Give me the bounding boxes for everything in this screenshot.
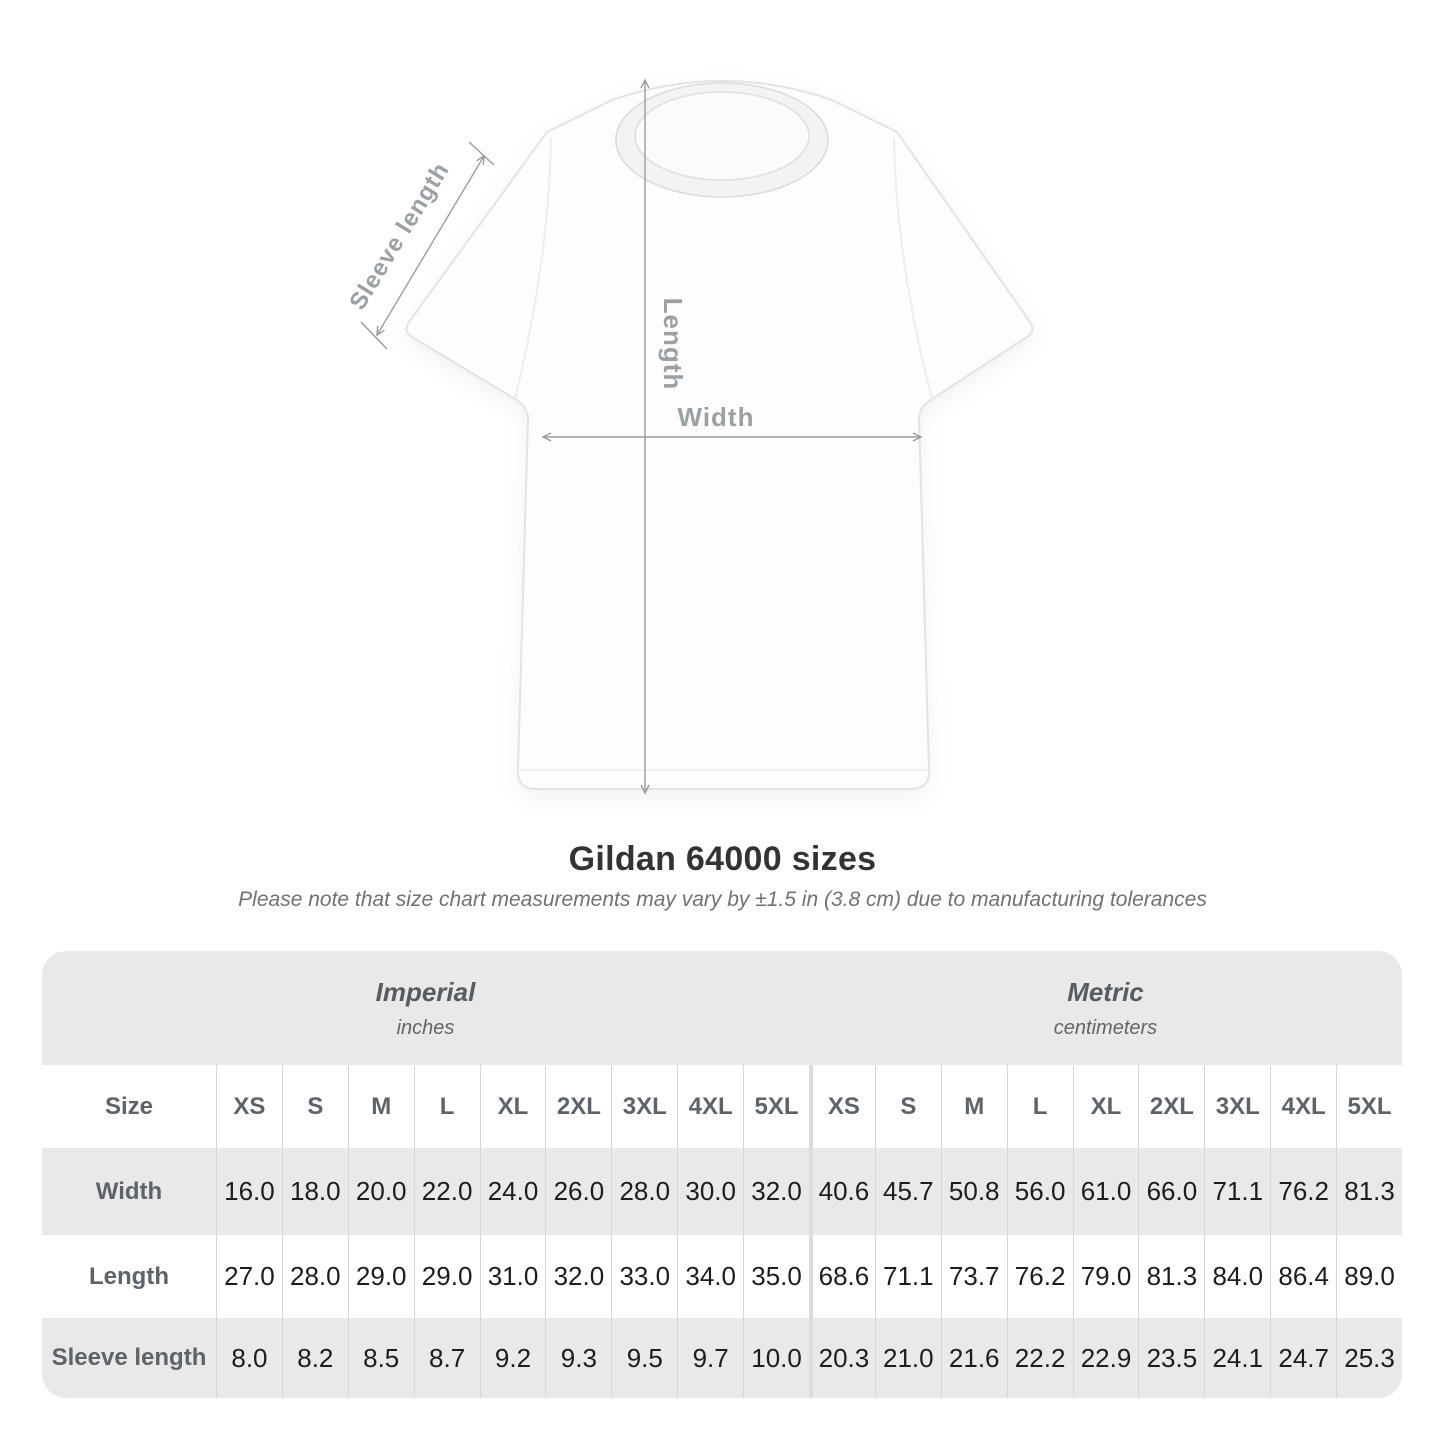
value-cell: 31.0 <box>480 1235 546 1318</box>
row-label: Length <box>42 1235 216 1318</box>
value-cell: 20.3 <box>809 1318 875 1398</box>
value-cell: 22.2 <box>1007 1318 1073 1398</box>
size-col-header: XL <box>1073 1065 1139 1148</box>
value-cell: 8.7 <box>414 1318 480 1398</box>
imperial-group-header <box>42 951 809 1065</box>
row-label: Width <box>42 1148 216 1235</box>
tshirt-image <box>407 81 1033 789</box>
size-col-header: L <box>1007 1065 1073 1148</box>
value-cell: 81.3 <box>1138 1235 1204 1318</box>
value-cell: 56.0 <box>1007 1148 1073 1235</box>
value-cell: 71.1 <box>1204 1148 1270 1235</box>
tolerance-note: Please note that size chart measurements may vary by ±1.5 in (3.8 cm) due to manufacturing tolerances <box>238 888 1207 911</box>
value-cell: 32.0 <box>743 1148 809 1235</box>
size-col-header: 5XL <box>743 1065 809 1148</box>
value-cell: 25.3 <box>1336 1318 1402 1398</box>
value-cell: 23.5 <box>1138 1318 1204 1398</box>
value-cell: 66.0 <box>1138 1148 1204 1235</box>
sleeve-arrow-start-cap <box>469 142 494 165</box>
value-cell: 10.0 <box>743 1318 809 1398</box>
value-cell: 24.1 <box>1204 1318 1270 1398</box>
value-cell: 29.0 <box>414 1235 480 1318</box>
value-cell: 8.0 <box>216 1318 282 1398</box>
size-col-header: 4XL <box>677 1065 743 1148</box>
value-cell: 20.0 <box>348 1148 414 1235</box>
value-cell: 32.0 <box>545 1235 611 1318</box>
value-cell: 21.0 <box>875 1318 941 1398</box>
size-col-header: S <box>282 1065 348 1148</box>
metric-unit-label: centimeters <box>1053 1016 1158 1039</box>
size-col-header: 2XL <box>545 1065 611 1148</box>
size-col-header: 4XL <box>1270 1065 1336 1148</box>
value-cell: 21.6 <box>941 1318 1007 1398</box>
size-col-header: XS <box>809 1065 875 1148</box>
value-cell: 50.8 <box>941 1148 1007 1235</box>
value-cell: 34.0 <box>677 1235 743 1318</box>
value-cell: 26.0 <box>545 1148 611 1235</box>
imperial-label: Imperial <box>375 976 476 1007</box>
value-cell: 76.2 <box>1007 1235 1073 1318</box>
value-cell: 9.2 <box>480 1318 546 1398</box>
value-cell: 28.0 <box>611 1148 677 1235</box>
value-cell: 73.7 <box>941 1235 1007 1318</box>
value-cell: 40.6 <box>809 1148 875 1235</box>
value-cell: 28.0 <box>282 1235 348 1318</box>
row-label: Sleeve length <box>42 1318 216 1398</box>
value-cell: 29.0 <box>348 1235 414 1318</box>
value-cell: 24.0 <box>480 1148 546 1235</box>
size-col-header: 3XL <box>1204 1065 1270 1148</box>
size-col-header: M <box>348 1065 414 1148</box>
value-cell: 33.0 <box>611 1235 677 1318</box>
metric-label: Metric <box>1067 976 1144 1007</box>
value-cell: 68.6 <box>809 1235 875 1318</box>
value-cell: 35.0 <box>743 1235 809 1318</box>
value-cell: 18.0 <box>282 1148 348 1235</box>
value-cell: 24.7 <box>1270 1318 1336 1398</box>
size-col-header: M <box>941 1065 1007 1148</box>
value-cell: 22.0 <box>414 1148 480 1235</box>
width-label: Width <box>677 402 755 432</box>
value-cell: 81.3 <box>1336 1148 1402 1235</box>
value-cell: 22.9 <box>1073 1318 1139 1398</box>
value-cell: 9.3 <box>545 1318 611 1398</box>
value-cell: 16.0 <box>216 1148 282 1235</box>
value-cell: 27.0 <box>216 1235 282 1318</box>
size-col-header: 3XL <box>611 1065 677 1148</box>
value-cell: 8.5 <box>348 1318 414 1398</box>
value-cell: 9.5 <box>611 1318 677 1398</box>
value-cell: 79.0 <box>1073 1235 1139 1318</box>
size-col-header: L <box>414 1065 480 1148</box>
length-label: Length <box>658 297 688 391</box>
size-col-header: 5XL <box>1336 1065 1402 1148</box>
tshirt-collar-inner <box>635 92 809 180</box>
value-cell: 76.2 <box>1270 1148 1336 1235</box>
page-title: Gildan 64000 sizes <box>568 840 877 878</box>
value-cell: 45.7 <box>875 1148 941 1235</box>
size-col-header: XS <box>216 1065 282 1148</box>
value-cell: 30.0 <box>677 1148 743 1235</box>
value-cell: 89.0 <box>1336 1235 1402 1318</box>
value-cell: 86.4 <box>1270 1235 1336 1318</box>
size-col-header: XL <box>480 1065 546 1148</box>
metric-group-header <box>809 951 1402 1065</box>
sleeve-length-label: Sleeve length <box>344 157 455 315</box>
value-cell: 84.0 <box>1204 1235 1270 1318</box>
size-col-header: S <box>875 1065 941 1148</box>
size-corner-header: Size <box>42 1065 216 1148</box>
size-table <box>42 951 1402 1398</box>
value-cell: 8.2 <box>282 1318 348 1398</box>
value-cell: 9.7 <box>677 1318 743 1398</box>
value-cell: 61.0 <box>1073 1148 1139 1235</box>
imperial-unit-label: inches <box>396 1016 455 1039</box>
size-col-header: 2XL <box>1138 1065 1204 1148</box>
value-cell: 71.1 <box>875 1235 941 1318</box>
